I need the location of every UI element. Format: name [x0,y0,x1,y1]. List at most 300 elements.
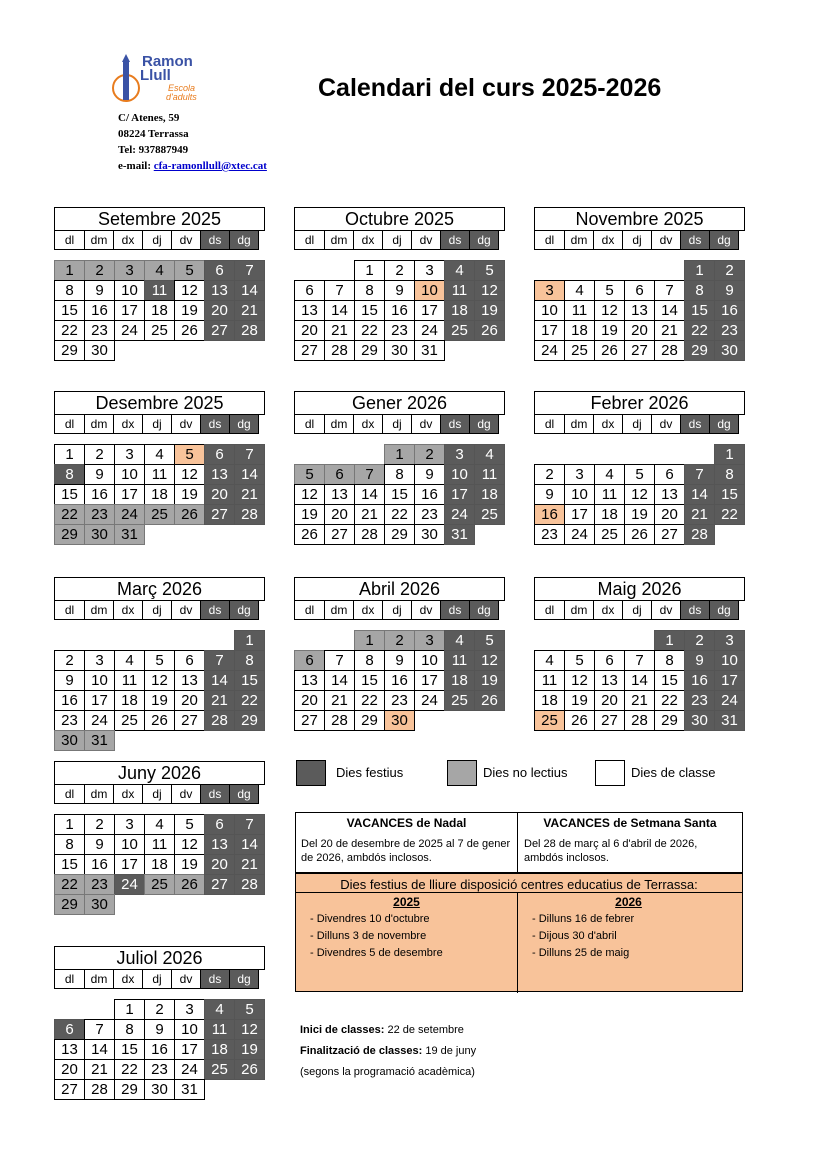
address-tel: Tel: 937887949 [118,144,189,156]
weekday-label: ds [200,230,230,250]
day-cell: 28 [204,710,235,731]
weekday-label: dl [54,230,85,250]
day-cell: 18 [144,854,175,875]
weekday-label: dg [229,230,259,250]
day-cell: 13 [654,484,685,505]
day-cell: 10 [114,464,145,485]
weekday-label: ds [680,600,710,620]
month-7 [294,577,505,729]
weekday-label: dl [54,784,85,804]
day-cell: 29 [684,340,715,361]
day-cell: 28 [234,874,265,895]
day-cell: 25 [594,524,625,545]
weekday-label: dg [469,600,499,620]
day-cell: 14 [324,670,355,691]
day-cell: 7 [234,260,265,281]
day-cell: 12 [144,670,175,691]
day-cell: 8 [714,464,745,485]
weekday-label: dv [651,414,681,434]
day-cell: 13 [204,464,235,485]
nota: (segons la programació acadèmica) [300,1066,475,1078]
day-cell: 2 [414,444,445,465]
day-cell: 22 [684,320,715,341]
day-cell: 25 [144,874,175,895]
day-cell: 25 [444,320,475,341]
day-cell: 23 [384,320,415,341]
day-cell: 4 [534,650,565,671]
day-cell: 18 [444,670,475,691]
month-title: Juny 2026 [54,761,265,785]
day-cell: 21 [354,504,385,525]
day-cell: 1 [54,444,85,465]
weekday-header [534,414,745,434]
day-cell: 16 [384,670,415,691]
weekday-label: dx [113,230,143,250]
weekday-label: dl [54,600,85,620]
day-cell: 16 [414,484,445,505]
day-cell: 6 [204,260,235,281]
weekday-header [294,230,505,250]
month-5 [534,391,745,543]
day-cell: 16 [84,300,115,321]
weekday-label: dl [294,414,325,434]
day-cell: 5 [234,999,265,1020]
day-cell: 4 [144,444,175,465]
day-cell: 26 [594,340,625,361]
day-cell: 28 [234,320,265,341]
weekday-label: dv [171,414,201,434]
day-cell: 20 [654,504,685,525]
month-0 [54,207,265,359]
day-cell: 24 [174,1059,205,1080]
day-cell: 20 [294,690,325,711]
day-cell: 24 [114,874,145,895]
weekday-label: dx [353,230,383,250]
day-cell: 30 [384,710,415,731]
day-cell: 30 [84,340,115,361]
day-cell: 20 [594,690,625,711]
weekday-label: dl [294,230,325,250]
day-cell: 6 [654,464,685,485]
day-cell: 7 [624,650,655,671]
day-cell: 18 [144,484,175,505]
weekday-label: dm [564,600,594,620]
day-cell: 5 [174,260,205,281]
final-label: Finalització de classes: [300,1045,423,1057]
day-cell: 3 [84,650,115,671]
weekday-header [54,414,265,434]
day-cell: 22 [114,1059,145,1080]
day-cell: 5 [594,280,625,301]
lliure-disposicio-box [296,872,742,991]
day-cell: 13 [204,834,235,855]
weekday-label: dv [171,784,201,804]
day-cell: 13 [594,670,625,691]
school-address [118,110,267,174]
weekday-label: dx [593,600,623,620]
day-cell: 25 [444,690,475,711]
weekday-label: dm [324,230,354,250]
logo-text-ramon: Ramon [142,53,193,70]
weekday-label: dm [324,600,354,620]
day-cell: 17 [534,320,565,341]
day-cell: 23 [714,320,745,341]
weekday-label: dj [142,230,172,250]
weekday-label: dg [709,600,739,620]
day-cell: 17 [444,484,475,505]
day-cell: 15 [54,854,85,875]
weekday-label: dl [54,969,85,989]
day-cell: 9 [384,650,415,671]
day-cell: 15 [714,484,745,505]
day-cell: 19 [474,300,505,321]
day-cell: 19 [144,690,175,711]
day-cell: 9 [384,280,415,301]
day-cell: 7 [354,464,385,485]
day-cell: 29 [354,340,385,361]
day-cell: 8 [384,464,415,485]
month-10 [54,946,265,1098]
day-cell: 31 [444,524,475,545]
day-cell: 16 [714,300,745,321]
day-cell: 25 [204,1059,235,1080]
day-cell: 17 [174,1039,205,1060]
weekday-header [54,230,265,250]
day-cell: 22 [354,320,385,341]
day-cell: 18 [444,300,475,321]
day-cell: 15 [384,484,415,505]
weekday-label: dx [113,414,143,434]
day-cell: 11 [204,1019,235,1040]
weekday-label: dg [709,414,739,434]
month-1 [294,207,505,359]
weekday-label: dx [113,784,143,804]
day-cell: 1 [384,444,415,465]
day-cell: 30 [384,340,415,361]
day-cell: 28 [324,710,355,731]
day-cell: 12 [624,484,655,505]
day-cell: 28 [324,340,355,361]
lliure-title: Dies festius de lliure disposició centres educatius de Terrassa: [340,877,698,892]
month-title: Novembre 2025 [534,207,745,231]
day-cell: 24 [114,504,145,525]
day-cell: 10 [114,280,145,301]
day-cell: 16 [84,854,115,875]
day-cell: 11 [144,464,175,485]
weekday-label: dm [84,600,114,620]
day-cell: 17 [84,690,115,711]
email-link[interactable]: cfa-ramonllull@xtec.cat [153,160,267,172]
weekday-label: dg [469,230,499,250]
day-cell: 11 [444,650,475,671]
day-cell: 27 [654,524,685,545]
day-cell: 20 [54,1059,85,1080]
day-cell: 16 [384,300,415,321]
day-cell: 24 [714,690,745,711]
month-title: Abril 2026 [294,577,505,601]
day-cell: 18 [114,690,145,711]
day-cell: 18 [594,504,625,525]
day-cell: 13 [294,300,325,321]
lliure-year-2026: 2026 [615,895,642,909]
day-cell: 2 [54,650,85,671]
month-9 [54,761,265,913]
weekday-label: dj [622,230,652,250]
month-8 [534,577,745,729]
day-cell: 27 [204,504,235,525]
day-cell: 23 [144,1059,175,1080]
day-cell: 21 [684,504,715,525]
day-cell: 22 [384,504,415,525]
day-cell: 19 [624,504,655,525]
day-cell: 3 [414,630,445,651]
day-cell: 29 [234,710,265,731]
day-cell: 21 [84,1059,115,1080]
day-cell: 26 [474,320,505,341]
day-cell: 8 [654,650,685,671]
list-item: - Dilluns 3 de novembre [310,928,443,945]
day-cell: 26 [174,320,205,341]
day-cell: 17 [714,670,745,691]
day-cell: 9 [84,834,115,855]
day-cell: 27 [54,1079,85,1100]
day-cell: 29 [114,1079,145,1100]
day-cell: 21 [324,690,355,711]
day-cell: 6 [624,280,655,301]
vacances-box [295,812,743,992]
day-cell: 12 [474,280,505,301]
address-email-row [118,158,267,174]
day-cell: 26 [174,504,205,525]
weekday-label: dl [54,414,85,434]
weekday-label: dx [113,600,143,620]
logo-text-llull: Llull [140,67,171,84]
day-cell: 4 [144,260,175,281]
weekday-label: dj [382,414,412,434]
list-item: - Dilluns 16 de febrer [532,911,634,928]
nadal-title: VACANCES de Nadal [346,816,467,830]
day-cell: 16 [684,670,715,691]
day-cell: 12 [294,484,325,505]
weekday-label: dv [411,230,441,250]
day-cell: 15 [354,300,385,321]
day-cell: 4 [444,260,475,281]
day-cell: 24 [414,690,445,711]
weekday-header [534,230,745,250]
day-cell: 25 [144,320,175,341]
day-cell: 13 [294,670,325,691]
day-cell: 10 [444,464,475,485]
day-cell: 5 [564,650,595,671]
day-cell: 30 [414,524,445,545]
day-cell: 7 [234,444,265,465]
weekday-label: dj [382,600,412,620]
day-cell: 10 [84,670,115,691]
day-cell: 6 [294,650,325,671]
inici-row [300,1020,476,1041]
day-cell: 10 [534,300,565,321]
day-cell: 9 [144,1019,175,1040]
day-cell: 24 [114,320,145,341]
day-cell: 27 [624,340,655,361]
month-2 [534,207,745,359]
day-cell: 14 [354,484,385,505]
day-cell: 13 [324,484,355,505]
day-cell: 13 [54,1039,85,1060]
day-cell: 18 [144,300,175,321]
day-cell: 15 [684,300,715,321]
day-cell: 5 [144,650,175,671]
weekday-label: dl [294,600,325,620]
day-cell: 12 [174,464,205,485]
day-cell: 9 [684,650,715,671]
day-cell: 3 [114,814,145,835]
weekday-label: dj [142,600,172,620]
weekday-label: ds [440,600,470,620]
day-cell: 10 [414,650,445,671]
weekday-label: dg [709,230,739,250]
day-cell: 12 [234,1019,265,1040]
lliure-list-2026 [532,911,634,962]
day-cell: 26 [624,524,655,545]
day-cell: 1 [714,444,745,465]
day-cell: 12 [564,670,595,691]
day-cell: 2 [714,260,745,281]
day-cell: 8 [54,280,85,301]
day-cell: 5 [624,464,655,485]
day-cell: 30 [84,524,115,545]
day-cell: 19 [174,300,205,321]
day-cell: 14 [84,1039,115,1060]
day-cell: 30 [714,340,745,361]
day-cell: 14 [204,670,235,691]
day-cell: 3 [414,260,445,281]
legend-label-festius: Dies festius [336,765,404,780]
weekday-label: dg [229,784,259,804]
day-cell: 4 [144,814,175,835]
weekday-label: dm [84,784,114,804]
weekday-label: dj [622,600,652,620]
day-cell: 22 [54,874,85,895]
day-cell: 27 [204,874,235,895]
day-cell: 1 [654,630,685,651]
day-cell: 2 [144,999,175,1020]
weekday-label: ds [200,414,230,434]
day-cell: 26 [144,710,175,731]
day-cell: 19 [474,670,505,691]
day-cell: 1 [354,260,385,281]
day-cell: 7 [84,1019,115,1040]
weekday-label: dl [534,600,565,620]
weekday-header [294,414,505,434]
day-cell: 21 [234,484,265,505]
day-cell: 8 [354,650,385,671]
day-cell: 11 [444,280,475,301]
weekday-label: dj [622,414,652,434]
day-cell: 31 [114,524,145,545]
day-cell: 17 [414,670,445,691]
weekday-label: dv [651,600,681,620]
weekday-header [54,969,265,989]
day-cell: 24 [414,320,445,341]
day-cell: 18 [534,690,565,711]
day-cell: 3 [444,444,475,465]
weekday-label: dx [593,414,623,434]
month-title: Maig 2026 [534,577,745,601]
day-cell: 28 [234,504,265,525]
day-cell: 4 [594,464,625,485]
logo-text-escola: Escola [168,83,196,93]
day-cell: 4 [114,650,145,671]
day-cell: 30 [684,710,715,731]
weekday-label: ds [440,414,470,434]
legend-swatch-classe [595,760,625,786]
weekday-label: dx [593,230,623,250]
day-cell: 20 [624,320,655,341]
day-cell: 30 [84,894,115,915]
day-cell: 20 [174,690,205,711]
day-cell: 25 [114,710,145,731]
day-cell: 18 [564,320,595,341]
weekday-label: dm [84,969,114,989]
day-cell: 12 [474,650,505,671]
day-cell: 22 [54,320,85,341]
day-cell: 2 [384,260,415,281]
day-cell: 11 [144,834,175,855]
course-notes [300,1020,476,1083]
day-cell: 16 [144,1039,175,1060]
day-cell: 23 [414,504,445,525]
day-cell: 8 [354,280,385,301]
day-cell: 14 [234,464,265,485]
day-cell: 29 [54,894,85,915]
day-cell: 15 [654,670,685,691]
day-cell: 2 [84,814,115,835]
day-cell: 12 [174,280,205,301]
legend-label-no-lectius: Dies no lectius [483,765,568,780]
weekday-label: dg [229,414,259,434]
day-cell: 26 [174,874,205,895]
day-cell: 8 [684,280,715,301]
day-cell: 13 [624,300,655,321]
day-cell: 2 [384,630,415,651]
day-cell: 19 [234,1039,265,1060]
day-cell: 6 [294,280,325,301]
day-cell: 17 [114,854,145,875]
day-cell: 26 [474,690,505,711]
day-cell: 3 [564,464,595,485]
day-cell: 19 [564,690,595,711]
day-cell: 9 [414,464,445,485]
day-cell: 4 [564,280,595,301]
weekday-label: dm [84,414,114,434]
page-title: Calendari del curs 2025-2026 [318,74,662,102]
day-cell: 7 [324,280,355,301]
day-cell: 11 [114,670,145,691]
day-cell: 30 [54,730,85,751]
day-cell: 28 [624,710,655,731]
month-title: Setembre 2025 [54,207,265,231]
day-cell: 14 [324,300,355,321]
lliure-year-2025: 2025 [393,895,420,909]
school-logo [112,52,212,102]
weekday-label: dj [142,784,172,804]
day-cell: 13 [204,280,235,301]
email-label: e-mail: [118,160,151,172]
day-cell: 27 [294,340,325,361]
day-cell: 11 [594,484,625,505]
final-row [300,1041,476,1062]
